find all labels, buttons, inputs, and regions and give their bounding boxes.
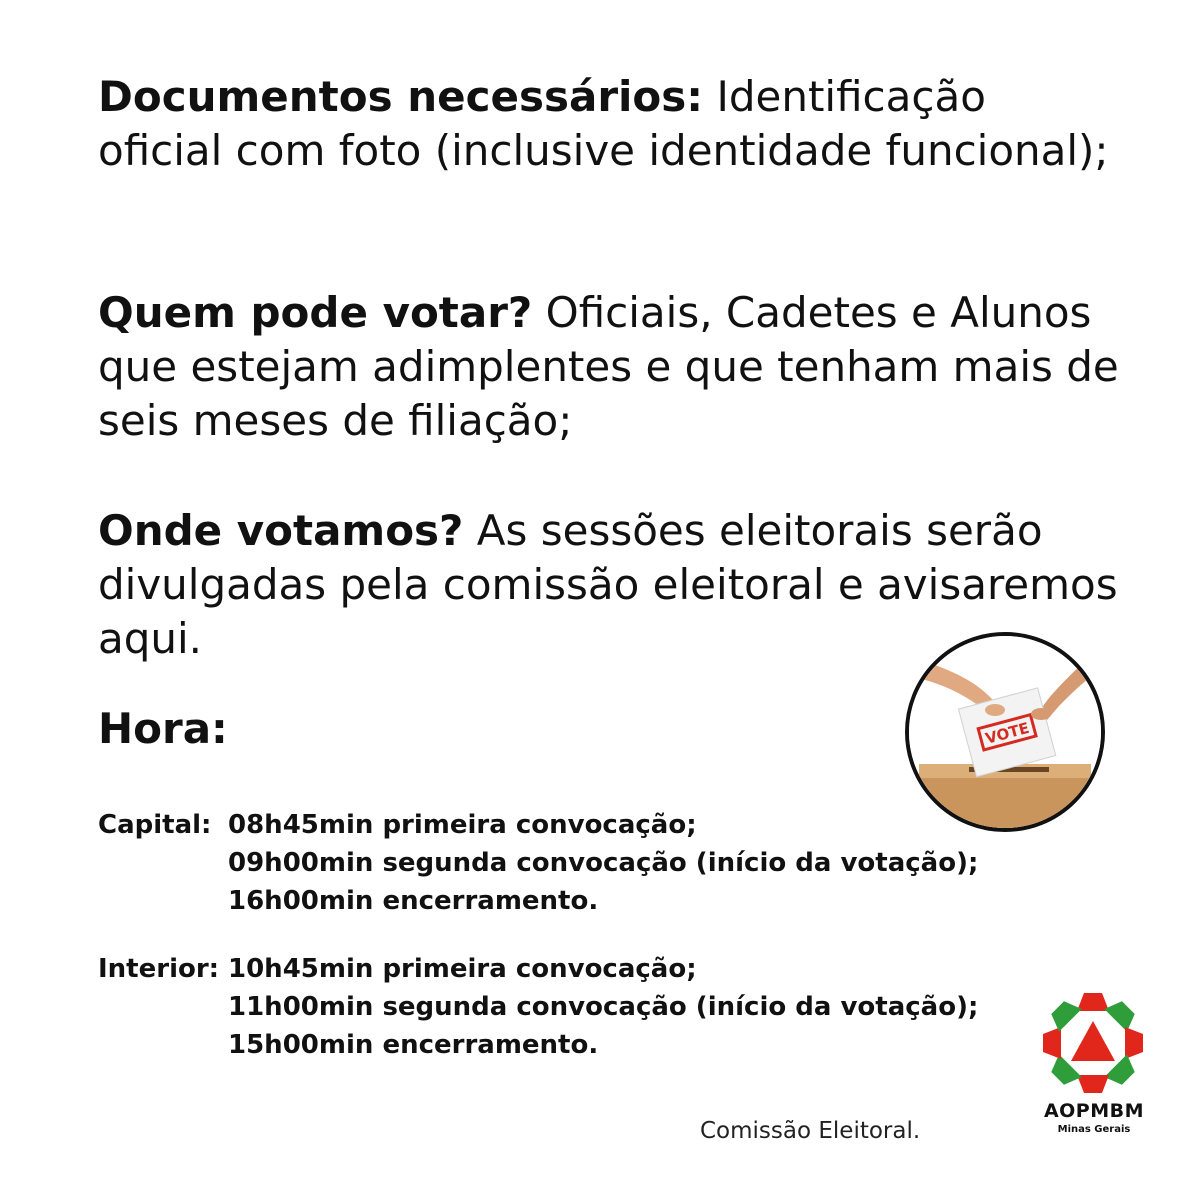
footer-signature: Comissão Eleitoral. [700,1118,921,1144]
logo-subtitle: Minas Gerais [1057,1124,1131,1135]
capital-line-3: 16h00min encerramento. [228,886,599,916]
svg-text:VOTE: VOTE [983,718,1032,748]
interior-line-1: 10h45min primeira convocação; [228,954,697,984]
onde-label: Onde votamos? [98,506,464,555]
documentos-section [98,70,1118,178]
documentos-label: Documentos necessários: [98,72,704,121]
interior-schedule [98,950,978,1064]
documentos-text: Identificação oficial com foto (inclusive identidade funcional); [98,72,1109,175]
onde-text: As sessões eleitorais serão divulgadas pela comissão eleitoral e avisaremos aqui. [98,506,1118,663]
quem-label: Quem pode votar? [98,288,533,337]
logo-name: AOPMBM [1043,1100,1145,1122]
vote-ballot-image [905,632,1105,832]
quem-section [98,286,1158,448]
capital-schedule [98,806,978,920]
vote-ballot-icon [909,636,1101,828]
aopmbm-logo-icon [1040,990,1146,1096]
capital-label: Capital: [98,810,212,840]
capital-line-2: 09h00min segunda convocação (início da votação); [228,848,979,878]
quem-text: Oficiais, Cadetes e Alunos que estejam adimplentes e que tenham mais de seis meses de filiação; [98,288,1119,445]
hora-heading: Hora: [98,704,228,753]
interior-label: Interior: [98,954,220,984]
capital-line-1: 08h45min primeira convocação; [228,810,697,840]
interior-line-3: 15h00min encerramento. [228,1030,599,1060]
interior-line-2: 11h00min segunda convocação (início da votação); [228,992,979,1022]
